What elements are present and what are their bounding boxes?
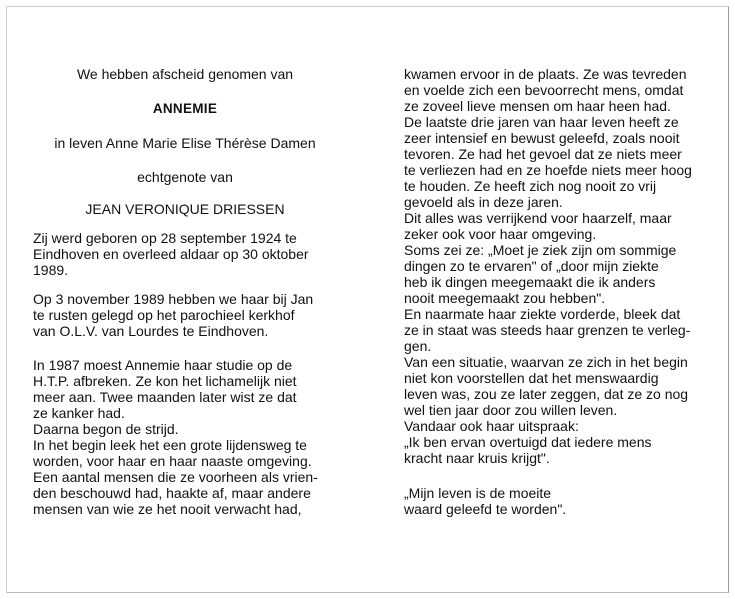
text-line: wel tien jaar door zou willen leven. [404, 402, 618, 418]
text-line: De laatste drie jaren van haar leven heeft ze [404, 114, 679, 130]
text-line: worden, voor haar en haar naaste omgeving. [33, 453, 312, 469]
text-line: leven was, zou ze later zeggen, dat ze zo nog [404, 386, 689, 402]
text-line: Dit alles was verrijkend voor haarzelf, maar [404, 210, 672, 226]
text-line: Soms zei ze: „Moet je ziek zijn om sommige [404, 242, 677, 258]
text-line: mensen van wie ze het nooit verwacht had, [33, 501, 302, 517]
text-line: Van een situatie, waarvan ze zich in het begin [404, 354, 688, 370]
spouse-name: JEAN VERONIQUE DRIESSEN [85, 201, 285, 217]
text-line: En naarmate haar ziekte vorderde, bleek dat [404, 306, 681, 322]
heading: We hebben afscheid genomen van [76, 66, 294, 82]
text-line: „Ik ben ervan overtuigd dat iedere mens [404, 434, 652, 450]
quote-line: „Mijn leven is de moeite [404, 485, 552, 501]
text-line: ze zoveel lieve mensen om haar heen had. [404, 98, 671, 114]
text-line: kwamen ervoor in de plaats. Ze was tevreden [404, 66, 687, 82]
text-line: tevoren. Ze had het gevoel dat ze niets meer [404, 146, 682, 162]
text-line: H.T.P. afbreken. Ze kon het lichamelijk niet [33, 373, 297, 389]
spouse-intro: echtgenote van [137, 169, 233, 185]
text-line: heb ik dingen meegemaakt die ik anders [404, 274, 656, 290]
text-line: en voelde zich een bevoorrecht mens, omdat [404, 82, 684, 98]
text-line: In 1987 moest Annemie haar studie op de [33, 357, 293, 373]
text-line: Een aantal mensen die ze voorheen als vrien- [33, 469, 318, 485]
text-line: Eindhoven en overleed aldaar op 30 oktober [33, 246, 309, 262]
text-line: 1989. [33, 262, 69, 278]
text-line: gevoeld als in deze jaren. [404, 194, 563, 210]
text-line: ze in staat was steeds haar grenzen te verleg- [404, 322, 691, 338]
text-line: ze kanker had. [33, 405, 125, 421]
text-line: niet kon voorstellen dat het menswaardig [404, 370, 659, 386]
text-line: meer aan. Twee maanden later wist ze dat [33, 389, 297, 405]
text-line: Op 3 november 1989 hebben we haar bij Jan [33, 291, 314, 307]
text-line: zeker ook voor haar omgeving. [404, 226, 597, 242]
text-line: gen. [404, 338, 432, 354]
text-line: van O.L.V. van Lourdes te Eindhoven. [33, 323, 269, 339]
quote-line: waard geleefd te worden". [404, 501, 567, 517]
text-line: Vandaar ook haar uitspraak: [404, 418, 579, 434]
text-line: In het begin leek het een grote lijdensweg te [33, 437, 307, 453]
text-line: Daarna begon de strijd. [33, 421, 179, 437]
deceased-name: ANNEMIE [152, 101, 218, 116]
text-line: te houden. Ze heeft zich nog nooit zo vrij [404, 178, 657, 194]
text-line: te verliezen had en ze hoefde niets meer hoog [404, 162, 692, 178]
text-line: kracht naar kruis krijgt". [404, 450, 550, 466]
full-name: in leven Anne Marie Elise Thérèse Damen [54, 135, 316, 151]
text-line: te rusten gelegd op het parochieel kerkhof [33, 307, 295, 323]
text-line: nooit meegemaakt zou hebben". [404, 290, 606, 306]
text-line: dingen zo te ervaren" of „door mijn ziekte [404, 258, 659, 274]
text-line: den beschouwd had, haakte af, maar andere [33, 485, 311, 501]
text-line: zeer intensief en bewust geleefd, zoals nooit [404, 130, 680, 146]
text-line: Zij werd geboren op 28 september 1924 te [33, 230, 297, 246]
